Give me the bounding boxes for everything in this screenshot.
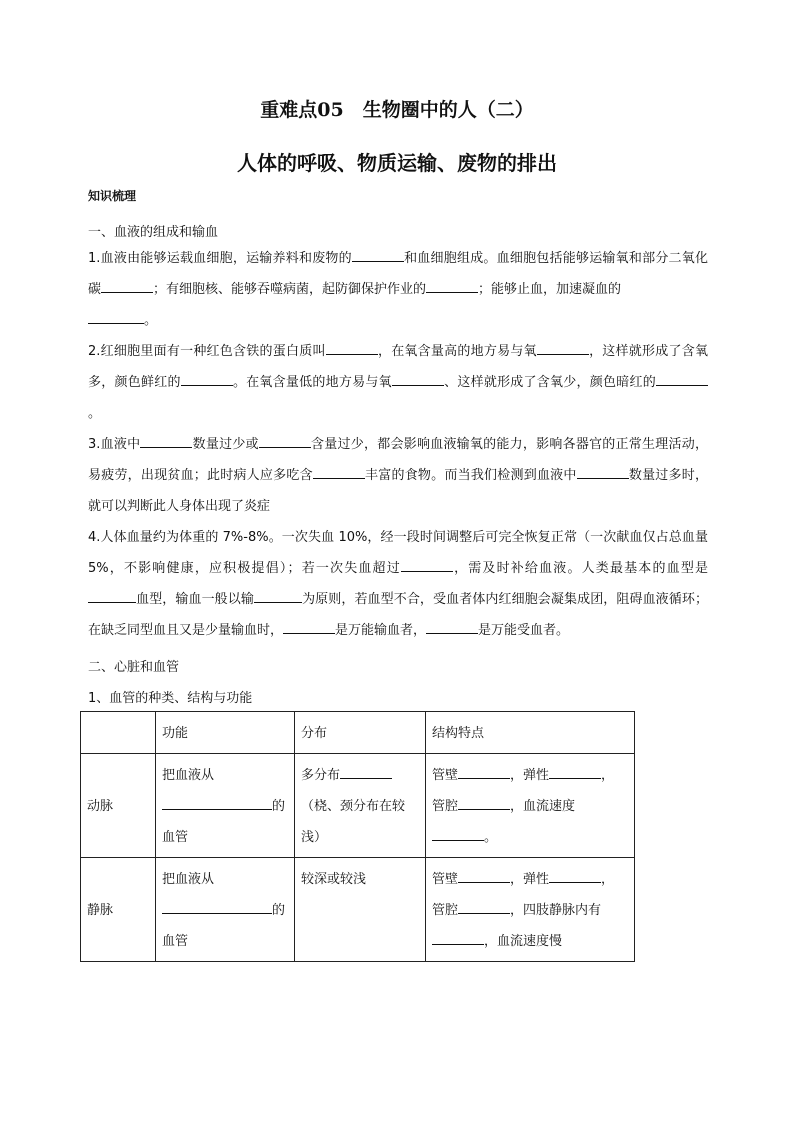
fill-blank[interactable] [140,433,192,448]
p4-text-a: 4.人体血量约为体重的 7%-8%。一次失血 10%，经一段时间调整后可完全恢复正常（一次献血仅占总血量 5%，不影响健康，应积极提倡）；若一次失血超过 [88,530,708,576]
paragraph-1 [88,243,708,336]
fill-blank[interactable] [88,309,144,324]
p3-text-b: 数量过少或 [192,437,259,452]
p4-text-f: 是万能受血者。 [478,623,570,638]
p2-text-d: 。在氧含量低的地方易与氧 [232,375,392,390]
table-row-vein [81,858,635,962]
fill-blank[interactable] [549,868,601,883]
p1-text-e: 。 [144,313,158,328]
artery-func-c: 血管 [162,830,189,845]
section-label: 知识梳理 [88,189,137,203]
p4-text-e: 是万能输血者， [335,623,427,638]
artery-func-b: 的 [272,799,286,814]
vein-struct-c: ， [601,872,615,887]
p2-text-b: ，在氧含量高的地方易与氧 [377,344,537,359]
header-cell-function: 功能 [156,712,295,754]
vein-name: 静脉 [81,858,156,962]
paragraph-4 [88,522,708,646]
vein-func-c: 血管 [162,934,189,949]
p4-text-b: ，需及时补给血液。人类最基本的血型是 [452,561,708,576]
vein-func-a: 把血液从 [162,872,215,887]
artery-structure [426,754,635,858]
artery-func-a: 把血液从 [162,768,215,783]
page-title: 重难点05 生物圈中的人（二） [260,99,534,121]
p2-text-e: 、这样就形成了含氧少，颜色暗红的 [443,375,656,390]
fill-blank[interactable] [352,247,404,262]
fill-blank[interactable] [313,464,365,479]
section2-subheading: 1、血管的种类、结构与功能 [88,691,253,706]
artery-name: 动脉 [81,754,156,858]
vein-struct-a: 管壁 [432,872,459,887]
fill-blank[interactable] [326,340,378,355]
header-cell-distribution: 分布 [295,712,426,754]
p3-text-d: 丰富的食物。而当我们检测到血液中 [364,468,577,483]
artery-struct-f: 。 [484,830,498,845]
p3-text-c: 含量过少，都会影响血液输氧的能力，影响各器官的正常生理活动，易疲劳，出现贫血；此时病人应多吃含 [88,437,708,483]
vein-struct-d: 管腔 [432,903,459,918]
p2-text-c: ，这样就形成了含氧多，颜色鲜红的 [88,344,708,390]
section2-heading: 二、心脏和血管 [88,660,180,675]
artery-struct-a: 管壁 [432,768,459,783]
fill-blank[interactable] [101,278,153,293]
vein-struct-f: ，血流速度慢 [484,934,563,949]
vein-structure [426,858,635,962]
table-header-row [81,712,635,754]
header-cell-empty [81,712,156,754]
fill-blank[interactable] [656,371,708,386]
section1-heading: 一、血液的组成和输血 [88,225,219,240]
p4-text-d: 为原则，若血型不合，受血者体内红细胞会凝集成团，阻碍血液循环；在缺乏同型血且又是少量输血时， [88,592,708,638]
vein-func-b: 的 [272,903,286,918]
vein-distribution: 较深或较浅 [295,858,426,962]
fill-blank[interactable] [458,899,510,914]
header-cell-structure: 结构特点 [426,712,635,754]
fill-blank[interactable] [537,340,589,355]
fill-blank[interactable] [283,619,335,634]
p4-text-c: 血型，输血一般以输 [136,592,254,607]
paragraph-2 [88,336,708,429]
fill-blank[interactable] [458,764,510,779]
artery-struct-c: ， [601,768,615,783]
artery-distribution [295,754,426,858]
artery-struct-d: 管腔 [432,799,459,814]
fill-blank[interactable] [458,795,510,810]
p2-text-a: 2.红细胞里面有一种红色含铁的蛋白质叫 [88,344,326,359]
fill-blank[interactable] [259,433,311,448]
fill-blank[interactable] [162,795,272,810]
p3-text-e: 数量过多时，就可以判断此人身体出现了炎症 [88,468,708,514]
fill-blank[interactable] [340,764,392,779]
artery-struct-e: ，血流速度 [510,799,576,814]
fill-blank[interactable] [432,826,484,841]
vein-function [156,858,295,962]
fill-blank[interactable] [181,371,233,386]
fill-blank[interactable] [577,464,629,479]
fill-blank[interactable] [88,588,136,603]
fill-blank[interactable] [549,764,601,779]
page-subtitle: 人体的呼吸、物质运输、废物的排出 [237,151,557,175]
fill-blank[interactable] [426,278,478,293]
fill-blank[interactable] [392,371,444,386]
vein-struct-e: ，四肢静脉内有 [510,903,602,918]
p1-text-a: 1.血液由能够运载血细胞，运输养料和废物的 [88,251,352,266]
artery-struct-b: ，弹性 [510,768,550,783]
vessel-table [80,711,635,962]
fill-blank[interactable] [432,930,484,945]
vein-struct-b: ，弹性 [510,872,550,887]
fill-blank[interactable] [458,868,510,883]
p2-text-f: 。 [88,406,102,421]
artery-dist-b: （桡、颈分布在较浅） [301,799,406,845]
fill-blank[interactable] [426,619,478,634]
fill-blank[interactable] [401,557,453,572]
p1-text-d: ；能够止血，加速凝血的 [478,282,622,297]
p1-text-b: 和血细胞组成。血细胞包括能够运输氧和部分二氧化碳 [88,251,708,297]
p3-text-a: 3.血液中 [88,437,141,452]
fill-blank[interactable] [162,899,272,914]
paragraph-3 [88,429,708,522]
table-row-artery [81,754,635,858]
artery-function [156,754,295,858]
fill-blank[interactable] [254,588,302,603]
p1-text-c: ；有细胞核、能够吞噬病菌，起防御保护作业的 [153,282,427,297]
artery-dist-a: 多分布 [301,768,341,783]
